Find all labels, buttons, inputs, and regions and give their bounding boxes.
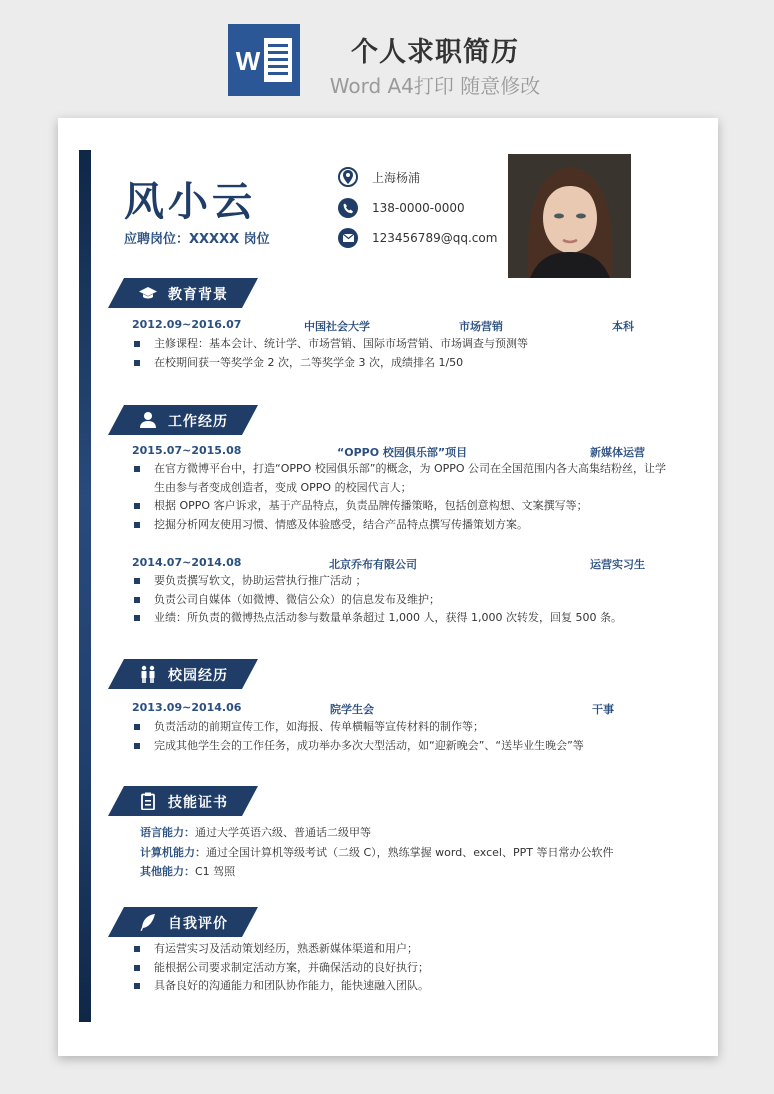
applied-position: 应聘岗位：XXXXX 岗位 xyxy=(124,232,270,247)
entry-org: “OPPO 校园俱乐部”项目 xyxy=(337,446,468,459)
section-header-work xyxy=(108,405,258,435)
location-icon xyxy=(338,167,358,187)
list-item: 主修课程：基本会计、统计学、市场营销、国际市场营销、市场调查与预测等 xyxy=(132,335,672,354)
people-icon xyxy=(139,665,157,683)
entry-role: 运营实习生 xyxy=(590,558,645,571)
list-item: 要负责撰写软文，协助运营执行推广活动 ； xyxy=(132,572,672,591)
list-item: 能根据公司要求制定活动方案，并确保活动的良好执行； xyxy=(132,959,672,978)
section-title: 自我评价 xyxy=(168,916,228,932)
entry-role: 干事 xyxy=(592,703,614,716)
education-bullets xyxy=(132,335,672,372)
skills-list xyxy=(140,823,660,882)
email-icon xyxy=(338,228,358,248)
word-logo-icon xyxy=(228,24,300,96)
list-item: 负责公司自媒体（如微博、微信公众）的信息发布及维护； xyxy=(132,591,672,610)
logo-letter: W xyxy=(235,46,261,76)
feather-icon xyxy=(139,913,157,931)
list-item: 在校期间获一等奖学金 2 次，二等奖学金 3 次，成绩排名 1/50 xyxy=(132,354,672,373)
list-item: 业绩：所负责的微博热点活动参与数量单条超过 1,000 人，获得 1,000 次转发，回复 500 条。 xyxy=(132,609,672,628)
list-item: 完成其他学生会的工作任务，成功举办多次大型活动，如“迎新晚会”、“送毕业生晚会”等 xyxy=(132,737,672,756)
entry-date: 2013.09~2014.06 xyxy=(132,701,242,714)
section-header-skills xyxy=(108,786,258,816)
entry-date: 2014.07~2014.08 xyxy=(132,556,242,569)
list-item: 根据 OPPO 客户诉求，基于产品特点，负责品牌传播策略，包括创意构想、文案撰写等； xyxy=(132,497,672,516)
banner-title: 个人求职简历 xyxy=(351,37,519,68)
list-item: 在官方微博平台中，打造“OPPO 校园俱乐部”的概念，为 OPPO 公司在全国范围内各大高集结粉丝，让学生由参与者变成创造者，变成 OPPO 的校园代言人； xyxy=(132,460,672,497)
entry-date: 2015.07~2015.08 xyxy=(132,444,242,457)
candidate-name: 风小云 xyxy=(124,179,256,225)
work-bullets xyxy=(132,460,672,534)
skill-text: 通过全国计算机等级考试（二级 C），熟练掌握 word、excel、PPT 等日常办公软件 xyxy=(206,845,614,859)
campus-bullets xyxy=(132,718,672,755)
section-title: 工作经历 xyxy=(168,414,228,430)
entry-date: 2012.09~2016.07 xyxy=(132,318,242,331)
self-bullets xyxy=(132,940,672,996)
contact-text: 138-0000-0000 xyxy=(372,201,465,215)
contact-text: 上海杨浦 xyxy=(372,170,421,185)
skill-label: 语言能力： xyxy=(140,826,195,839)
contact-email xyxy=(338,227,497,249)
person-icon xyxy=(139,411,157,429)
entry-degree: 本科 xyxy=(612,320,634,333)
section-title: 校园经历 xyxy=(168,668,228,684)
banner-subtitle: Word A4打印 随意修改 xyxy=(329,74,541,98)
contact-location xyxy=(338,166,420,188)
list-item: 负责活动的前期宣传工作，如海报、传单横幅等宣传材料的制作等； xyxy=(132,718,672,737)
side-accent-bar xyxy=(79,150,91,1022)
graduation-cap-icon xyxy=(139,284,157,302)
entry-role: 新媒体运营 xyxy=(590,446,645,459)
resume-paper xyxy=(58,118,718,1056)
skill-item xyxy=(140,843,660,863)
clipboard-icon xyxy=(139,792,157,810)
contact-text: 123456789@qq.com xyxy=(372,231,498,245)
section-header-education xyxy=(108,278,258,308)
skill-label: 其他能力： xyxy=(140,865,195,878)
skill-text: C1 驾照 xyxy=(195,865,236,878)
entry-org: 北京乔布有限公司 xyxy=(329,558,417,571)
section-title: 技能证书 xyxy=(168,795,228,811)
candidate-photo xyxy=(508,154,631,278)
section-header-campus xyxy=(108,659,258,689)
education-entry xyxy=(132,318,648,336)
section-title: 教育背景 xyxy=(168,287,228,303)
list-item: 挖掘分析网友使用习惯、情感及体验感受，结合产品特点撰写传播策划方案。 xyxy=(132,516,672,535)
phone-icon xyxy=(338,198,358,218)
section-header-self xyxy=(108,907,258,937)
campus-entry xyxy=(132,701,648,719)
entry-org: 中国社会大学 xyxy=(304,320,370,333)
entry-org: 院学生会 xyxy=(330,703,374,716)
contact-phone xyxy=(338,197,465,219)
list-item: 具备良好的沟通能力和团队协作能力，能快速融入团队。 xyxy=(132,977,672,996)
list-item: 有运营实习及活动策划经历，熟悉新媒体渠道和用户； xyxy=(132,940,672,959)
skill-text: 通过大学英语六级、普通话二级甲等 xyxy=(195,826,371,839)
skill-label: 计算机能力： xyxy=(140,845,206,859)
work-bullets xyxy=(132,572,672,628)
skill-item xyxy=(140,862,660,882)
skill-item xyxy=(140,823,660,843)
entry-role: 市场营销 xyxy=(459,320,503,333)
